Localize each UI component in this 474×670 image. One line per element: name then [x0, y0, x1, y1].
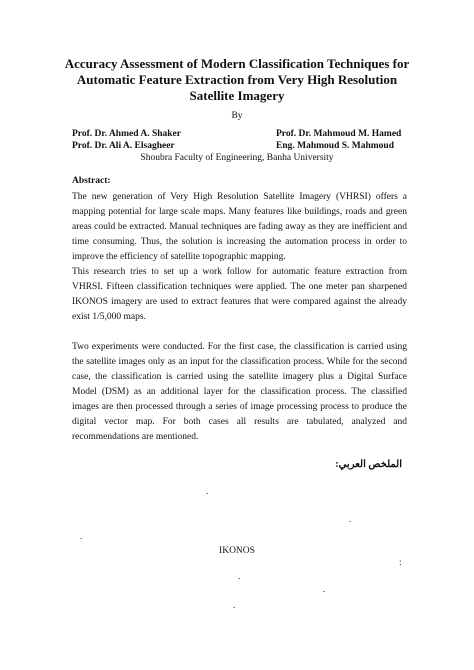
author-elsagheer: Prof. Dr. Ali A. Elsagheer — [72, 141, 175, 151]
affiliation: Shoubra Faculty of Engineering, Banha University — [140, 153, 334, 163]
stray-mark: . — [80, 531, 83, 541]
abstract-paragraph: Two experiments were conducted. For the first case, the classification is carried using the satellite images only as an input for the classification process. While for the second case, the classification is carried using the satellite imagery plus a Digital Surface Model (DSM) as an additional layer for the classification process. The classified images are then processed through a series of image processing process to produce the digital vector map. For both cases all results are tabulated, analyzed and recommendations are mentioned. — [72, 342, 407, 442]
abstract-paragraph: The new generation of Very High Resolution Satellite Imagery (VHRSI) offers a mapping potential for large scale maps. Many features like buildings, roads and green areas could be extracted. Manual techniques are fading away as they are inefficient and time consuming. Thus, the solution is increasing the automation process in order to improve the efficiency of satellite topographic mapping. — [72, 192, 407, 262]
by-label: By — [231, 111, 243, 121]
paper-title — [40, 56, 434, 104]
stray-mark: : — [399, 557, 402, 567]
title-line: Satellite Imagery — [189, 88, 285, 103]
abstract-heading: Abstract: — [72, 176, 111, 186]
abstract-paragraph: This research tries to set up a work follow for automatic feature extraction from VHRSI. Fifteen classification techniques were applied. The one meter pan sharpened IKONOS imagery are used to extract features that were compared against the already exist 1/5,000 maps. — [72, 267, 407, 322]
stray-mark: . — [238, 571, 241, 581]
author-mahmoud: Eng. Mahmoud S. Mahmoud — [276, 141, 394, 151]
author-shaker: Prof. Dr. Ahmed A. Shaker — [72, 129, 181, 139]
title-line: Automatic Feature Extraction from Very High Resolution — [76, 72, 398, 87]
title-line: Accuracy Assessment of Modern Classification Techniques for — [64, 56, 410, 71]
ikonos-label: IKONOS — [219, 546, 255, 556]
stray-mark: . — [349, 514, 352, 524]
author-hamed: Prof. Dr. Mahmoud M. Hamed — [276, 129, 402, 139]
stray-mark: . — [206, 486, 209, 496]
arabic-abstract-heading: الملخص العربي: — [335, 459, 402, 470]
stray-mark: . — [323, 584, 326, 594]
stray-mark: . — [233, 600, 236, 610]
